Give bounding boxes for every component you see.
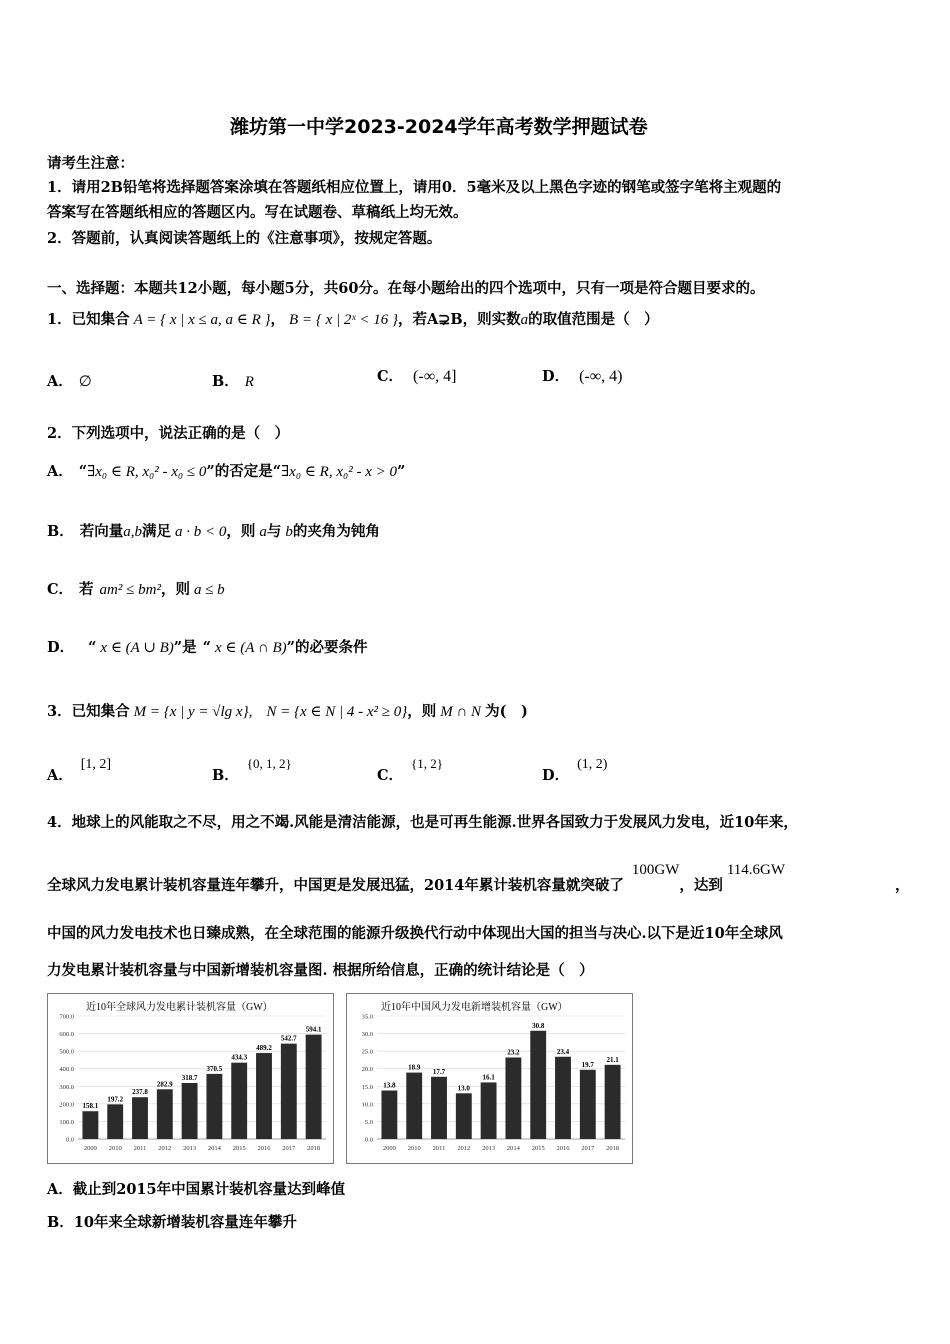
y-tick-label: 0.0 [364,1136,373,1144]
q4-line-4: 力发电累计装机容量与中国新增装机容量图. 根据所给信息，正确的统计结论是（ ） [47,962,594,979]
bar-2012 [157,1089,173,1139]
q1-prefix: 1．已知集合 [47,311,130,328]
y-tick-label: 20.0 [361,1066,373,1074]
data-label: 282.9 [156,1080,173,1089]
q1-set-b: B = { x | 2ˣ < 16 } [289,312,398,328]
bar-2010 [107,1104,123,1139]
q2-option-b: B． 若向量a,b满足 a · b < 0，则 a与 b的夹角为钝角 [47,523,380,540]
q3-option-d: D．(1, 2) [542,757,608,784]
q1-option-b: B． R [212,373,254,390]
y-tick-label: 200.0 [59,1101,74,1109]
y-tick-label: 500.0 [59,1048,74,1056]
q1-option-d: D． (-∞, 4) [542,368,623,385]
notice-item-1-line-1: 1．请用2B铅笔将选择题答案涂填在答题纸相应位置上，请用0．5毫米及以上黑色字迹的钢笔或签字笔将主观题的 [47,179,782,196]
q1-set-a: A = { x | x ≤ a, a ∈ R } [133,312,271,328]
x-tick-label: 2018 [606,1145,620,1152]
q3-option-c: C．{1, 2} [377,756,444,784]
bar-2013 [182,1083,198,1139]
q4-option-b: B．10年来全球新增装机容量连年攀升 [47,1214,297,1231]
q3-option-b: B．{0, 1, 2} [212,756,292,784]
data-label: 594.1 [305,1025,322,1034]
q2-option-d: D． “ x ∈ (A ∪ B)”是 “ x ∈ (A ∩ B)”的必要条件 [47,639,368,656]
q1-comma: ， [270,311,286,328]
bar-2016 [256,1053,272,1139]
x-tick-label: 2013 [482,1145,496,1152]
x-tick-label: 2017 [581,1145,595,1152]
y-tick-label: 600.0 [59,1031,74,1039]
question-2-stem: 2．下列选项中，说法正确的是（ ） [47,425,290,442]
y-tick-label: 5.0 [364,1118,373,1126]
y-tick-label: 25.0 [361,1048,373,1056]
notice-item-2: 2．答题前，认真阅读答题纸上的《注意事项》，按规定答题。 [47,230,442,247]
q1-option-a: A． ∅ [47,373,92,390]
bar-2009 [381,1091,397,1139]
bar-2015 [231,1063,247,1139]
q1-suffix-2: 的取值范围是（ ） [528,311,659,328]
x-tick-label: 2016 [257,1145,271,1152]
x-tick-label: 2012 [457,1145,471,1152]
bar-2013 [481,1082,497,1139]
bar-2015 [530,1031,546,1139]
bar-2011 [132,1097,148,1139]
data-label: 19.7 [581,1060,594,1069]
x-tick-label: 2009 [382,1145,396,1152]
y-tick-label: 15.0 [361,1083,373,1091]
bar-2009 [82,1111,98,1139]
bar-2017 [281,1044,297,1139]
y-tick-label: 30.0 [361,1031,373,1039]
bar-2012 [456,1093,472,1139]
data-label: 30.8 [532,1021,545,1030]
x-tick-label: 2010 [407,1145,421,1152]
y-tick-label: 300.0 [59,1083,74,1091]
y-tick-label: 700.0 [59,1013,74,1021]
x-tick-label: 2013 [183,1145,197,1152]
data-label: 23.4 [556,1047,570,1056]
data-label: 158.1 [82,1102,99,1111]
data-label: 17.7 [432,1067,446,1076]
q4-line-1: 4．地球上的风能取之不尽，用之不竭.风能是清洁能源，也是可再生能源.世界各国致力于发展风力发电，近10年来， [47,814,798,831]
y-tick-label: 0.0 [65,1136,74,1144]
bar-2017 [580,1070,596,1139]
page-title: 潍坊第一中学2023-2024学年高考数学押题试卷 [230,116,648,138]
data-label: 197.2 [107,1095,124,1104]
x-tick-label: 2010 [108,1145,122,1152]
chart-china-new-svg [347,994,632,1163]
data-label: 21.1 [606,1055,619,1064]
question-3-stem: 3．已知集合 M = {x | y = √lg x}, N = {x ∈ N | 4 - x² ≥ 0}，则 M ∩ N 为( ) [47,703,528,720]
data-label: 237.8 [132,1088,148,1097]
q4-line-2-comma: ， [895,877,910,894]
bar-2011 [431,1077,447,1139]
data-label: 370.5 [206,1064,223,1073]
x-tick-label: 2014 [207,1145,221,1152]
q4-line-3: 中国的风力发电技术也日臻成熟，在全球范围的能源升级换代行动中体现出大国的担当与决心.以下是近10年全球风 [47,925,783,942]
data-label: 13.0 [457,1084,470,1093]
data-label: 318.7 [181,1073,198,1082]
q2-option-c: C． 若 am² ≤ bm²，则 a ≤ b [47,581,225,598]
bar-2018 [605,1065,621,1139]
x-tick-label: 2016 [556,1145,570,1152]
q1-var-a: a [520,312,529,328]
bar-2010 [406,1073,422,1139]
chart-china-new [346,993,633,1164]
bar-2014 [206,1074,222,1139]
y-tick-label: 35.0 [361,1013,373,1021]
x-tick-label: 2017 [282,1145,296,1152]
data-label: 23.2 [507,1048,520,1057]
notice-heading: 请考生注意： [47,155,134,172]
data-label: 13.8 [383,1081,396,1090]
chart-global-cumulative-svg [48,994,333,1163]
q4-line-2: 全球风力发电累计装机容量连年攀升，中国更是发展迅猛，2014年累计装机容量就突破了100GW，达到114.6GW [47,862,786,894]
y-tick-label: 10.0 [361,1101,373,1109]
x-tick-label: 2011 [133,1145,147,1152]
x-tick-label: 2012 [158,1145,172,1152]
q2-option-a: A． “∃x₀ ∈ R, x₀² - x₀ ≤ 0”的否定是“∃x₀ ∈ R, x₀² - x > 0” [47,463,406,480]
q3-option-a: A．[1, 2] [47,757,112,784]
x-tick-label: 2015 [232,1145,246,1152]
x-tick-label: 2009 [83,1145,97,1152]
q4-option-a: A．截止到2015年中国累计装机容量达到峰值 [47,1181,346,1198]
q1-suffix: ，若A⊋B，则实数 [397,311,521,328]
chart-title: 近10年中国风力发电新增装机容量（GW） [381,1002,568,1013]
bar-2016 [555,1057,571,1139]
y-tick-label: 400.0 [59,1066,74,1074]
bar-2018 [306,1035,322,1139]
notice-item-1-line-2: 答案写在答题纸相应的答题区内。写在试题卷、草稿纸上均无效。 [47,204,468,221]
question-1-stem [47,308,659,329]
data-label: 18.9 [408,1063,421,1072]
y-tick-label: 100.0 [59,1118,74,1126]
x-tick-label: 2018 [307,1145,321,1152]
x-tick-label: 2015 [531,1145,545,1152]
data-label: 489.2 [256,1044,272,1053]
data-label: 16.1 [482,1073,495,1082]
x-tick-label: 2011 [432,1145,446,1152]
section-heading: 一、选择题：本题共12小题，每小题5分，共60分。在每小题给出的四个选项中，只有一项是符合题目要求的。 [47,280,765,297]
data-label: 542.7 [280,1034,297,1043]
q1-option-c: C． (-∞, 4] [377,368,457,385]
bar-2014 [505,1057,521,1139]
data-label: 434.3 [231,1053,248,1062]
x-tick-label: 2014 [506,1145,520,1152]
chart-global-cumulative [47,993,334,1164]
chart-title: 近10年全球风力发电累计装机容量（GW） [86,1002,273,1013]
